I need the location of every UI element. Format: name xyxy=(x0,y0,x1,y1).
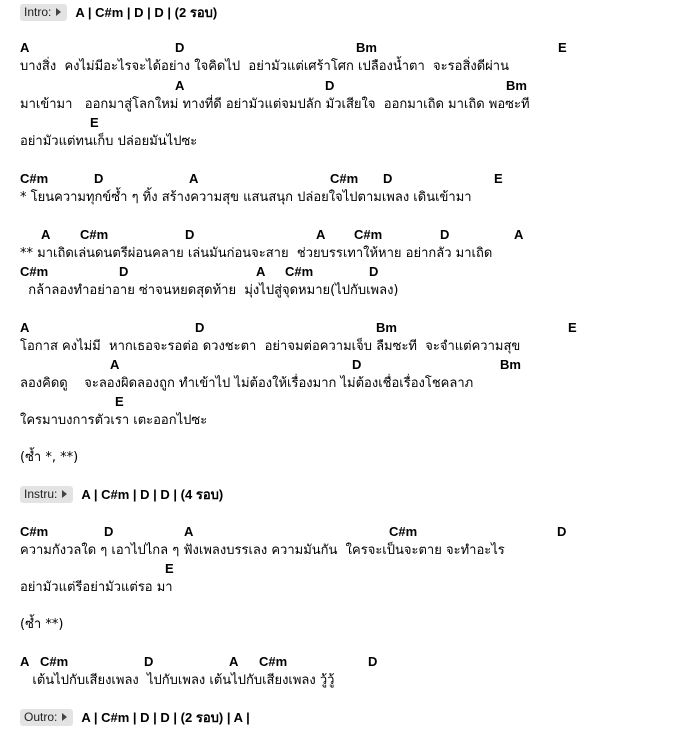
chord-line xyxy=(0,357,680,375)
chord: A xyxy=(41,227,51,242)
outro-badge[interactable] xyxy=(20,709,73,726)
lyric-text: โอกาส คงไม่มี หากเธอจะรอต่อ ดวงชะตา อย่าจมต่อความเจ็บ ลืมซะที จะจำแต่ความสุข xyxy=(20,339,521,354)
chord: C#m xyxy=(330,171,359,186)
chord: D xyxy=(557,524,567,539)
lyric-text: อย่ามัวแต่รีอย่ามัวแต่รอ มา xyxy=(20,580,173,595)
repeat-note: (ซ้ำ *, **) xyxy=(20,450,79,465)
lyric-text: บางสิ่ง คงไม่มีอะไรจะได้อย่าง ใจคิดไป อย่ามัวแต่เศร้าโศก เปลืองน้ำตา จะรอสิ่งดีผ่าน xyxy=(20,59,509,74)
lyric-line xyxy=(0,189,680,207)
chord: A xyxy=(256,264,266,279)
lyric-text: ลองคิดดู จะลองผิดลองถูก ทำเข้าไป ไม่ต้องให้เรื่องมาก ไม่ต้องเชื่อเรื่องโชคลาภ xyxy=(20,376,474,391)
chord: A xyxy=(20,40,30,55)
chord: Bm xyxy=(500,357,521,372)
chord: E xyxy=(165,561,174,576)
play-arrow-icon xyxy=(62,713,67,721)
chord: D xyxy=(368,654,378,669)
chord: E xyxy=(115,394,124,409)
intro-line xyxy=(20,3,217,21)
chord: A xyxy=(184,524,194,539)
intro-progression: A | C#m | D | D | (2 รอบ) xyxy=(75,4,218,20)
chord: D xyxy=(104,524,114,539)
chord: D xyxy=(175,40,185,55)
chord: A xyxy=(229,654,239,669)
chord: D xyxy=(119,264,129,279)
outro-line xyxy=(20,708,250,726)
chord-line xyxy=(0,171,680,189)
lyric-text: มาเข้ามา ออกมาสู่โลกใหม่ ทางที่ดี อย่ามัวแต่จมปลัก มัวเสียใจ ออกมาเถิด มาเถิด พอซะที xyxy=(20,97,530,112)
chord: D xyxy=(144,654,154,669)
lyric-text: อย่ามัวแต่ทนเก็บ ปล่อยมันไปซะ xyxy=(20,134,198,149)
chord: C#m xyxy=(354,227,383,242)
chord: D xyxy=(352,357,362,372)
lyric-line xyxy=(0,672,680,690)
chord: C#m xyxy=(285,264,314,279)
instru-progression: A | C#m | D | D | (4 รอบ) xyxy=(81,486,224,502)
play-arrow-icon xyxy=(56,8,61,16)
chord-line xyxy=(0,320,680,338)
instru-badge[interactable] xyxy=(20,486,73,503)
chord: A xyxy=(20,654,30,669)
lyric-text: ใครมาบงการตัวเรา เตะออกไปซะ xyxy=(20,413,208,428)
repeat-line xyxy=(0,616,680,634)
chord: D xyxy=(185,227,195,242)
outro-progression: A | C#m | D | D | (2 รอบ) | A | xyxy=(81,709,250,725)
repeat-line xyxy=(0,449,680,467)
chord-line xyxy=(0,227,680,245)
lyric-text: กล้าลองทำอย่าอาย ซ่าจนหยดสุดท้าย มุ่งไปสู่จุดหมาย(ไปกับเพลง) xyxy=(20,283,399,298)
instru-line xyxy=(20,485,223,503)
chord: A xyxy=(316,227,326,242)
chord: A xyxy=(110,357,120,372)
chord: Bm xyxy=(506,78,527,93)
chord: C#m xyxy=(20,524,49,539)
instru-label: Instru: xyxy=(24,487,58,501)
chord: Bm xyxy=(376,320,397,335)
lyric-line xyxy=(0,245,680,263)
chord: C#m xyxy=(40,654,69,669)
intro-label: Intro: xyxy=(24,5,52,19)
intro-badge[interactable] xyxy=(20,4,67,21)
chord: E xyxy=(90,115,99,130)
chord: A xyxy=(20,320,30,335)
chord: A xyxy=(514,227,524,242)
lyric-line xyxy=(0,579,680,597)
lyric-text: เต้นไปกับเสียงเพลง ไปกับเพลง เต้นไปกับเสียงเพลง วู้วู้ xyxy=(20,673,335,688)
chord: C#m xyxy=(20,264,49,279)
lyric-text: ความกังวลใด ๆ เอาไปไกล ๆ ฟังเพลงบรรเลง ความมันกัน ใครจะเป็นจะตาย จะทำอะไร xyxy=(20,543,505,558)
lyric-line xyxy=(0,58,680,76)
chord-line xyxy=(0,78,680,96)
chord: D xyxy=(440,227,450,242)
chord-line xyxy=(0,394,680,412)
chord: D xyxy=(369,264,379,279)
chord: E xyxy=(568,320,577,335)
lyric-line xyxy=(0,282,680,300)
chord-line xyxy=(0,115,680,133)
lyric-line xyxy=(0,133,680,151)
chord: C#m xyxy=(80,227,109,242)
lyric-line xyxy=(0,542,680,560)
chord-line xyxy=(0,40,680,58)
lyric-text: ** มาเถิดเล่นดนตรีผ่อนคลาย เล่นมันก่อนจะสาย ช่วยบรรเทาให้หาย อย่ากลัว มาเถิด xyxy=(20,246,493,261)
chord-line xyxy=(0,264,680,282)
lyric-line xyxy=(0,412,680,430)
chord: C#m xyxy=(259,654,288,669)
play-arrow-icon xyxy=(62,490,67,498)
chord: C#m xyxy=(20,171,49,186)
chord: E xyxy=(558,40,567,55)
chord: D xyxy=(195,320,205,335)
chord: D xyxy=(325,78,335,93)
lyric-text: * โยนความทุกข์ซ้ำ ๆ ทิ้ง สร้างความสุข แสนสนุก ปล่อยใจไปตามเพลง เดินเข้ามา xyxy=(20,190,472,205)
chord: E xyxy=(494,171,503,186)
lyric-line xyxy=(0,338,680,356)
chord: C#m xyxy=(389,524,418,539)
chord: Bm xyxy=(356,40,377,55)
chord: D xyxy=(94,171,104,186)
chord-line xyxy=(0,561,680,579)
chord-line xyxy=(0,654,680,672)
lyric-line xyxy=(0,375,680,393)
chord-line xyxy=(0,524,680,542)
chord: A xyxy=(175,78,185,93)
chord: D xyxy=(383,171,393,186)
lyric-line xyxy=(0,96,680,114)
chord: A xyxy=(189,171,199,186)
repeat-note: (ซ้ำ **) xyxy=(20,617,64,632)
outro-label: Outro: xyxy=(24,710,58,724)
